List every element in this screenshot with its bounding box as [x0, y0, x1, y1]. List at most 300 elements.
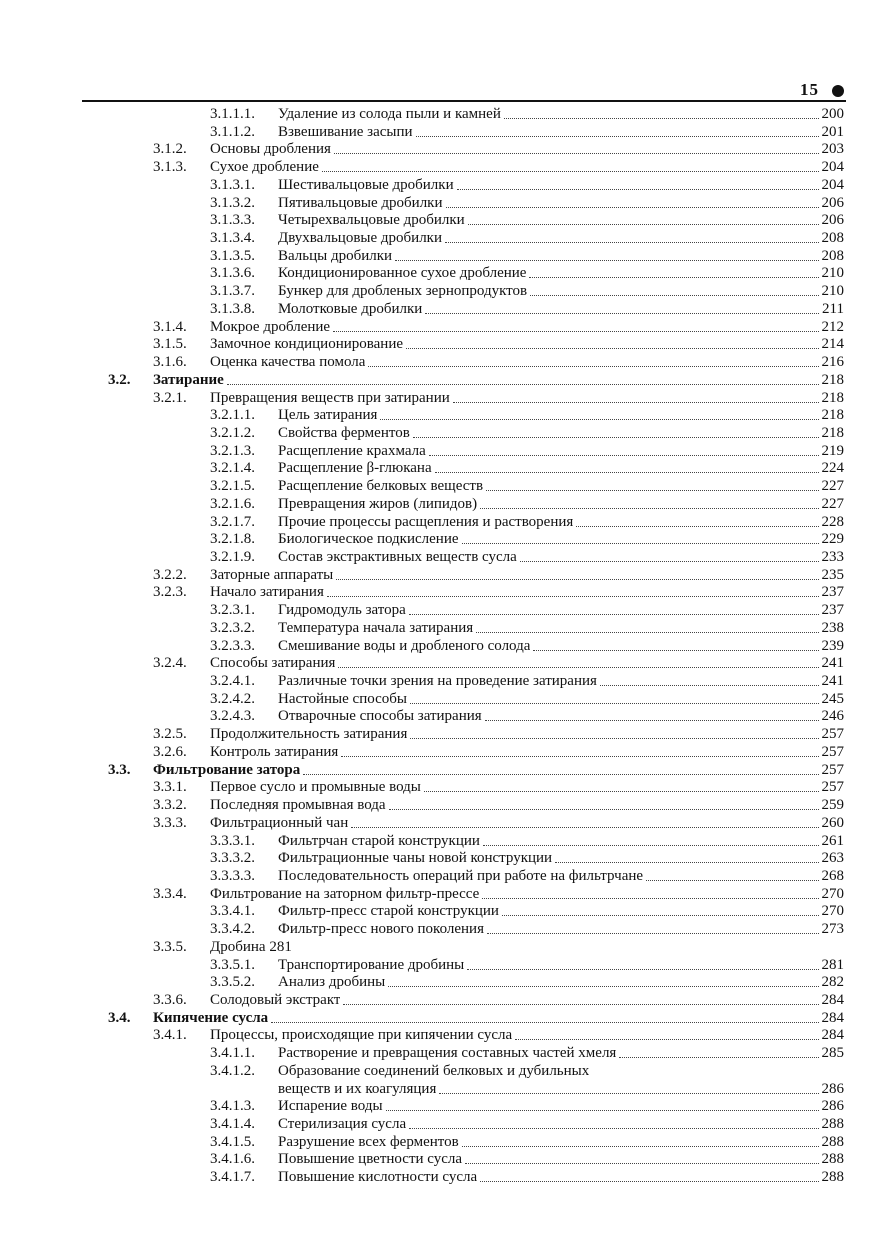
- toc-dot-leader: [322, 171, 819, 172]
- toc-dot-leader: [529, 277, 818, 278]
- toc-entry[interactable]: [153, 886, 844, 903]
- toc-entry-page: 216: [821, 354, 844, 371]
- toc-dot-leader: [530, 295, 818, 296]
- toc-entry-page: 246: [821, 708, 844, 725]
- toc-entry[interactable]: [153, 726, 844, 743]
- toc-entry-title: Анализ дробины: [278, 974, 386, 991]
- toc-entry-title: Дробина 281: [210, 938, 292, 955]
- toc-entry-number: 3.2.1.3.: [210, 442, 255, 459]
- toc-entry-number: 3.2.1.9.: [210, 549, 255, 565]
- toc-entry-number: 3.4.1.1.: [210, 1045, 255, 1062]
- toc-entry-page: 218: [821, 407, 844, 424]
- toc-dot-leader: [462, 1146, 819, 1147]
- toc-entry-title: Превращения жиров (липидов): [278, 495, 478, 512]
- toc-entry-number: 3.4.: [108, 1009, 131, 1026]
- toc-dot-leader: [462, 543, 819, 544]
- toc-entry[interactable]: [210, 301, 844, 318]
- toc-entry-page: 203: [821, 141, 844, 158]
- toc-entry-title: Свойства ферментов: [278, 424, 410, 441]
- toc-entry-title: Первое сусло и промывные воды: [210, 779, 421, 796]
- toc-dot-leader: [416, 136, 819, 137]
- toc-entry[interactable]: [210, 531, 844, 548]
- toc-entry-page: 263: [821, 850, 844, 867]
- toc-entry-page: 228: [821, 513, 844, 530]
- toc-entry[interactable]: [210, 1098, 844, 1115]
- toc-dot-leader: [480, 508, 818, 509]
- toc-dot-leader: [227, 384, 819, 385]
- header-rule: [82, 100, 846, 102]
- toc-entry-page: 259: [821, 797, 844, 814]
- toc-dot-leader: [646, 880, 818, 881]
- toc-entry-page: 238: [821, 619, 844, 636]
- toc-entry-number: 3.2.3.3.: [210, 637, 255, 654]
- toc-entry-title: Биологическое подкисление: [278, 531, 459, 548]
- toc-entry-title: Кипячение сусла: [153, 1009, 269, 1026]
- toc-entry-number: 3.1.3.6.: [210, 265, 255, 282]
- toc-dot-leader: [303, 774, 818, 775]
- toc-entry-title: Четырехвальцовые дробилки: [278, 212, 465, 229]
- toc-entry[interactable]: [153, 992, 844, 1009]
- toc-entry-title: веществ и их коагуляция: [278, 1080, 437, 1097]
- toc-entry-page: 284: [821, 992, 844, 1008]
- toc-entry-page: 219: [821, 442, 844, 459]
- toc-entry[interactable]: [210, 833, 844, 850]
- toc-entry[interactable]: [210, 283, 844, 300]
- toc-entry-title: Солодовый экстракт: [210, 992, 341, 1008]
- toc-entry-page: 211: [822, 300, 844, 317]
- toc-entry-page: 233: [821, 549, 844, 565]
- toc-entry-page: 257: [821, 761, 844, 778]
- toc-entry-title: Фильтр-пресс старой конструкции: [278, 903, 499, 920]
- toc-dot-leader: [341, 756, 818, 757]
- toc-entry[interactable]: [153, 159, 844, 176]
- toc-entry-title: Шестивальцовые дробилки: [278, 176, 454, 193]
- toc-entry-title: Фильтрационные чаны новой конструкции: [278, 850, 553, 867]
- toc-dot-leader: [410, 703, 819, 704]
- toc-entry-number: 3.2.2.: [153, 566, 187, 583]
- toc-entry[interactable]: [210, 1134, 844, 1151]
- toc-entry[interactable]: [210, 265, 844, 282]
- toc-entry-page: 257: [821, 743, 844, 760]
- toc-entry[interactable]: [210, 248, 844, 265]
- toc-entry[interactable]: [210, 1116, 844, 1133]
- toc-entry-title: Кондиционированное сухое дробление: [278, 265, 527, 282]
- toc-entry-number: 3.3.3.1.: [210, 832, 255, 849]
- toc-entry-title: Повышение цветности сусла: [278, 1151, 463, 1168]
- toc-entry-number: 3.2.4.: [153, 655, 187, 672]
- toc-dot-leader: [483, 845, 819, 846]
- toc-dot-leader: [476, 632, 818, 633]
- toc-entry-title: Повышение кислотности сусла: [278, 1169, 478, 1186]
- toc-entry-number: 3.1.3.7.: [210, 283, 255, 300]
- toc-dot-leader: [424, 791, 819, 792]
- toc-entry-number: 3.3.1.: [153, 779, 187, 796]
- toc-entry-title: Состав экстрактивных веществ сусла: [278, 549, 517, 565]
- toc-entry-page: 227: [821, 478, 844, 495]
- toc-entry-title: Испарение воды: [278, 1098, 383, 1115]
- toc-dot-leader: [515, 1039, 818, 1040]
- toc-entry-title: Двухвальцовые дробилки: [278, 230, 442, 247]
- toc-entry-title: Фильтрование затора: [153, 761, 301, 778]
- toc-entry-number: 3.2.3.1.: [210, 602, 255, 619]
- toc-entry[interactable]: [210, 124, 844, 141]
- toc-entry-number: 3.1.3.4.: [210, 230, 255, 247]
- toc-dot-leader: [327, 596, 819, 597]
- toc-entry[interactable]: [210, 957, 844, 974]
- toc-dot-leader: [409, 614, 819, 615]
- toc-entry-title: Отварочные способы затирания: [278, 708, 482, 725]
- toc-entry[interactable]: [210, 638, 844, 655]
- toc-dot-leader: [334, 153, 819, 154]
- toc-entry-page: 288: [821, 1133, 844, 1150]
- toc-dot-leader: [410, 738, 818, 739]
- toc-dot-leader: [395, 260, 818, 261]
- toc-entry-number: 3.4.1.6.: [210, 1151, 255, 1168]
- toc-entry-title: Бункер для дробленых зернопродуктов: [278, 283, 528, 300]
- toc-entry[interactable]: [210, 460, 844, 477]
- toc-entry-title: Продолжительность затирания: [210, 726, 408, 743]
- toc-entry-title: Разрушение всех ферментов: [278, 1133, 459, 1150]
- toc-entry[interactable]: [108, 1010, 844, 1027]
- toc-entry-number: 3.4.1.4.: [210, 1116, 255, 1133]
- toc-entry-page: 241: [821, 655, 844, 672]
- toc-entry-number: 3.4.1.5.: [210, 1133, 255, 1150]
- toc-dot-leader: [533, 650, 818, 651]
- toc-entry-title: Основы дробления: [210, 141, 331, 158]
- toc-dot-leader: [504, 118, 819, 119]
- toc-entry[interactable]: [210, 1081, 844, 1098]
- toc-entry-number: 3.3.4.1.: [210, 903, 255, 920]
- toc-entry[interactable]: [210, 1045, 844, 1062]
- toc-entry[interactable]: [108, 762, 844, 779]
- toc-entry-number: 3.1.1.2.: [210, 123, 255, 140]
- toc-entry-page: 214: [821, 336, 844, 353]
- toc-entry-page: 210: [821, 283, 844, 300]
- toc-dot-leader: [486, 490, 818, 491]
- toc-entry-number: 3.2.1.4.: [210, 460, 255, 477]
- toc-entry-number: 3.2.1.6.: [210, 495, 255, 512]
- toc-entry-title: Последняя промывная вода: [210, 797, 386, 814]
- toc-entry[interactable]: [153, 336, 844, 353]
- toc-entry-number: 3.4.1.7.: [210, 1169, 255, 1186]
- toc-dot-leader: [520, 561, 819, 562]
- toc-entry[interactable]: [210, 496, 844, 513]
- toc-entry-page: 286: [821, 1080, 844, 1097]
- toc-entry-page: 245: [821, 690, 844, 707]
- toc-entry[interactable]: [210, 1063, 844, 1080]
- toc-entry-number: 3.1.3.3.: [210, 212, 255, 229]
- toc-entry-title: Цель затирания: [278, 407, 378, 424]
- toc-entry-number: 3.3.4.: [153, 885, 187, 902]
- toc-entry-page: 200: [821, 106, 844, 122]
- toc-entry[interactable]: [153, 655, 844, 672]
- toc-dot-leader: [600, 685, 819, 686]
- toc-dot-leader: [429, 455, 819, 456]
- toc-entry[interactable]: [153, 797, 844, 814]
- toc-entry-number: 3.2.3.: [153, 584, 187, 601]
- toc-dot-leader: [468, 224, 819, 225]
- toc-entry-page: 210: [821, 265, 844, 282]
- toc-entry-page: 218: [821, 371, 844, 388]
- toc-entry-number: 3.2.4.2.: [210, 690, 255, 707]
- toc-entry[interactable]: [210, 921, 844, 938]
- toc-entry-page: 206: [821, 212, 844, 229]
- toc-entry-title: Фильтрчан старой конструкции: [278, 832, 480, 849]
- toc-entry[interactable]: [210, 903, 844, 920]
- toc-dot-leader: [406, 348, 818, 349]
- toc-entry-title: Фильтрование на заторном фильтр-прессе: [210, 885, 480, 902]
- toc-entry[interactable]: [153, 1027, 844, 1044]
- toc-entry-number: 3.1.3.2.: [210, 194, 255, 211]
- toc-dot-leader: [446, 207, 819, 208]
- toc-entry-number: 3.1.2.: [153, 141, 187, 158]
- toc-dot-leader: [480, 1181, 818, 1182]
- toc-entry-page: 288: [821, 1116, 844, 1133]
- toc-entry-page: 257: [821, 726, 844, 743]
- toc-entry[interactable]: [210, 106, 844, 123]
- toc-dot-leader: [409, 1128, 818, 1129]
- toc-entry-number: 3.2.1.8.: [210, 531, 255, 548]
- toc-entry-number: 3.4.1.3.: [210, 1098, 255, 1115]
- toc-entry-number: 3.1.4.: [153, 318, 187, 335]
- toc-entry[interactable]: [210, 195, 844, 212]
- toc-entry[interactable]: [210, 514, 844, 531]
- toc-entry-number: 3.1.3.1.: [210, 176, 255, 193]
- toc-dot-leader: [380, 419, 818, 420]
- toc-dot-leader: [619, 1057, 818, 1058]
- toc-dot-leader: [389, 809, 819, 810]
- toc-entry[interactable]: [210, 549, 844, 566]
- toc-entry-title: Смешивание воды и дробленого солода: [278, 637, 531, 654]
- toc-entry-page: 284: [821, 1027, 844, 1044]
- toc-entry[interactable]: [210, 673, 844, 690]
- toc-entry[interactable]: [210, 691, 844, 708]
- toc-entry[interactable]: [210, 620, 844, 637]
- toc-entry-number: 3.1.5.: [153, 336, 187, 353]
- toc-dot-leader: [338, 667, 818, 668]
- toc-entry[interactable]: [153, 815, 844, 832]
- toc-entry[interactable]: [210, 425, 844, 442]
- toc-entry-page: 212: [821, 318, 844, 335]
- toc-entry[interactable]: [210, 478, 844, 495]
- toc-entry-page: 286: [821, 1098, 844, 1115]
- toc-entry-number: 3.3.4.2.: [210, 921, 255, 938]
- toc-entry[interactable]: [210, 850, 844, 867]
- toc-entry[interactable]: [153, 584, 844, 601]
- toc-entry-title: Расщепление β-глюкана: [278, 460, 432, 477]
- toc-entry-title: Замочное кондиционирование: [210, 336, 404, 353]
- toc-entry-title: Превращения веществ при затирании: [210, 389, 450, 406]
- toc-entry-number: 3.2.1.5.: [210, 478, 255, 495]
- toc-entry-title: Транспортирование дробины: [278, 956, 465, 973]
- toc-entry-title: Температура начала затирания: [278, 619, 474, 636]
- toc-dot-leader: [388, 986, 818, 987]
- toc-entry-page: 284: [821, 1009, 844, 1026]
- toc-entry-page: 227: [821, 495, 844, 512]
- toc-entry[interactable]: [153, 141, 844, 158]
- toc-entry-page: 206: [821, 194, 844, 211]
- toc-entry[interactable]: [210, 407, 844, 424]
- toc-entry[interactable]: [153, 319, 844, 336]
- toc-entry-title: Расщепление белковых веществ: [278, 478, 484, 495]
- toc-entry-title: Фильтр-пресс нового поколения: [278, 921, 484, 938]
- toc-entry-title: Мокрое дробление: [210, 318, 331, 335]
- toc-entry-number: 3.1.6.: [153, 354, 187, 371]
- toc-entry-title: Сухое дробление: [210, 159, 319, 176]
- toc-entry-page: 257: [821, 779, 844, 796]
- toc-entry-title: Различные точки зрения на проведение затирания: [278, 673, 597, 690]
- toc-dot-leader: [485, 720, 819, 721]
- toc-entry-title: Стерилизация сусла: [278, 1116, 407, 1133]
- toc-entry-page: 261: [821, 832, 844, 849]
- toc-entry-title: Фильтрационный чан: [210, 814, 349, 831]
- toc-entry-title: Последовательность операций при работе на фильтрчане: [278, 867, 644, 884]
- toc-entry-number: 3.2.4.3.: [210, 708, 255, 725]
- toc-entry-title: Затирание: [153, 371, 224, 388]
- toc-entry-title: Растворение и превращения составных частей хмеля: [278, 1045, 617, 1062]
- toc-entry[interactable]: [210, 974, 844, 991]
- toc-entry-page: 208: [821, 247, 844, 264]
- toc-dot-leader: [482, 898, 818, 899]
- toc-dot-leader: [465, 1163, 818, 1164]
- toc-entry-page: 237: [821, 584, 844, 601]
- toc-dot-leader: [425, 313, 819, 314]
- toc-entry-title: Вальцы дробилки: [278, 247, 393, 264]
- toc-entry-page: 204: [821, 159, 844, 176]
- toc-entry-page: 241: [821, 673, 844, 690]
- toc-entry[interactable]: [108, 372, 844, 389]
- toc-dot-leader: [386, 1110, 819, 1111]
- toc-entry-number: 3.3.2.: [153, 797, 187, 814]
- toc-entry-title: Гидромодуль затора: [278, 602, 406, 619]
- toc-entry[interactable]: [153, 779, 844, 796]
- toc-entry-page: 288: [821, 1169, 844, 1186]
- toc-entry-number: 3.2.4.1.: [210, 673, 255, 690]
- page-bullet-icon: [832, 85, 844, 97]
- toc-entry-title: Удаление из солода пыли и камней: [278, 106, 501, 122]
- toc-entry[interactable]: [210, 177, 844, 194]
- toc-dot-leader: [453, 402, 819, 403]
- toc-entry-title: Расщепление крахмала: [278, 442, 426, 459]
- toc-entry-number: 3.2.1.: [153, 389, 187, 406]
- toc-entry-title: Процессы, происходящие при кипячении сусла: [210, 1027, 513, 1044]
- toc-entry[interactable]: [153, 744, 844, 761]
- toc-entry-number: 3.2.1.7.: [210, 513, 255, 530]
- toc-entry-number: 3.4.1.: [153, 1027, 187, 1044]
- toc-entry[interactable]: [153, 390, 844, 407]
- toc-entry-title: Взвешивание засыпи: [278, 123, 413, 140]
- toc-entry-title: Пятивальцовые дробилки: [278, 194, 443, 211]
- toc-entry-page: 282: [821, 974, 844, 991]
- toc-entry-number: 3.3.5.: [153, 938, 187, 955]
- toc-entry-page: 201: [821, 123, 844, 140]
- toc-entry-page: 218: [821, 424, 844, 441]
- toc-entry[interactable]: [153, 567, 844, 584]
- toc-entry-number: 3.1.3.5.: [210, 247, 255, 264]
- toc-entry-number: 3.1.3.8.: [210, 300, 255, 317]
- toc-entry-number: 3.2.6.: [153, 743, 187, 760]
- toc-entry-number: 3.3.3.3.: [210, 867, 255, 884]
- toc-dot-leader: [271, 1022, 818, 1023]
- toc-entry-page: 270: [821, 903, 844, 920]
- toc-entry-page: 229: [821, 531, 844, 548]
- toc-entry-number: 3.2.5.: [153, 726, 187, 743]
- toc-dot-leader: [457, 189, 819, 190]
- toc-dot-leader: [445, 242, 819, 243]
- toc-dot-leader: [555, 862, 818, 863]
- toc-entry[interactable]: [210, 602, 844, 619]
- toc-dot-leader: [435, 472, 819, 473]
- toc-entry[interactable]: [210, 1151, 844, 1168]
- toc-entry-number: 3.1.1.1.: [210, 106, 255, 122]
- toc-entry-page: 270: [821, 885, 844, 902]
- toc-dot-leader: [467, 969, 818, 970]
- toc-dot-leader: [439, 1093, 818, 1094]
- toc-entry-title: Молотковые дробилки: [278, 300, 423, 317]
- toc-entry-title: Оценка качества помола: [210, 354, 366, 371]
- toc-entry-number: 3.4.1.2.: [210, 1062, 255, 1079]
- toc-entry-title: Способы затирания: [210, 655, 336, 672]
- toc-entry-number: 3.3.: [108, 761, 131, 778]
- toc-entry[interactable]: [153, 354, 844, 371]
- toc-entry[interactable]: [153, 939, 844, 956]
- toc-dot-leader: [368, 366, 818, 367]
- toc-entry-page: 285: [821, 1045, 844, 1062]
- toc-entry-page: 224: [821, 460, 844, 477]
- toc-entry[interactable]: [210, 212, 844, 229]
- toc-entry-number: 3.3.5.2.: [210, 974, 255, 991]
- toc-entry-page: 273: [821, 921, 844, 938]
- toc-entry-page: 288: [821, 1151, 844, 1168]
- toc-dot-leader: [413, 437, 819, 438]
- toc-entry[interactable]: [210, 443, 844, 460]
- toc-entry-page: 237: [821, 602, 844, 619]
- toc-dot-leader: [576, 526, 818, 527]
- toc-dot-leader: [333, 331, 818, 332]
- toc-entry-page: 204: [821, 176, 844, 193]
- toc-entry-page: 208: [821, 230, 844, 247]
- toc-entry-number: 3.2.: [108, 371, 131, 388]
- toc-dot-leader: [336, 579, 818, 580]
- toc-entry-number: 3.2.1.2.: [210, 424, 255, 441]
- toc-entry-number: 3.3.3.2.: [210, 850, 255, 867]
- toc-dot-leader: [502, 915, 819, 916]
- toc-entry-title: Заторные аппараты: [210, 566, 334, 583]
- toc-entry-number: 3.3.3.: [153, 814, 187, 831]
- toc-entry-page: 235: [821, 566, 844, 583]
- toc-entry[interactable]: [210, 708, 844, 725]
- toc-entry-title: Настойные способы: [278, 690, 407, 707]
- toc-entry-page: 268: [821, 867, 844, 884]
- toc-entry[interactable]: [210, 230, 844, 247]
- toc-dot-leader: [487, 933, 819, 934]
- toc-entry-title: Начало затирания: [210, 584, 324, 601]
- toc-entry-title: Прочие процессы расщепления и растворения: [278, 513, 574, 530]
- toc-entry-number: 3.3.6.: [153, 992, 187, 1008]
- toc-entry-number: 3.3.5.1.: [210, 956, 255, 973]
- toc-dot-leader: [351, 827, 818, 828]
- toc-entry-page: 260: [821, 814, 844, 831]
- toc-entry-number: 3.1.3.: [153, 159, 187, 176]
- toc-entry-title: Образование соединений белковых и дубильных: [278, 1062, 590, 1079]
- toc-entry-page: 239: [821, 637, 844, 654]
- toc-entry[interactable]: [210, 868, 844, 885]
- toc-entry[interactable]: [210, 1169, 844, 1186]
- toc-entry-page: 218: [821, 389, 844, 406]
- toc-dot-leader: [343, 1004, 818, 1005]
- toc-entry-title: Контроль затирания: [210, 743, 339, 760]
- page-number: 15: [800, 80, 819, 99]
